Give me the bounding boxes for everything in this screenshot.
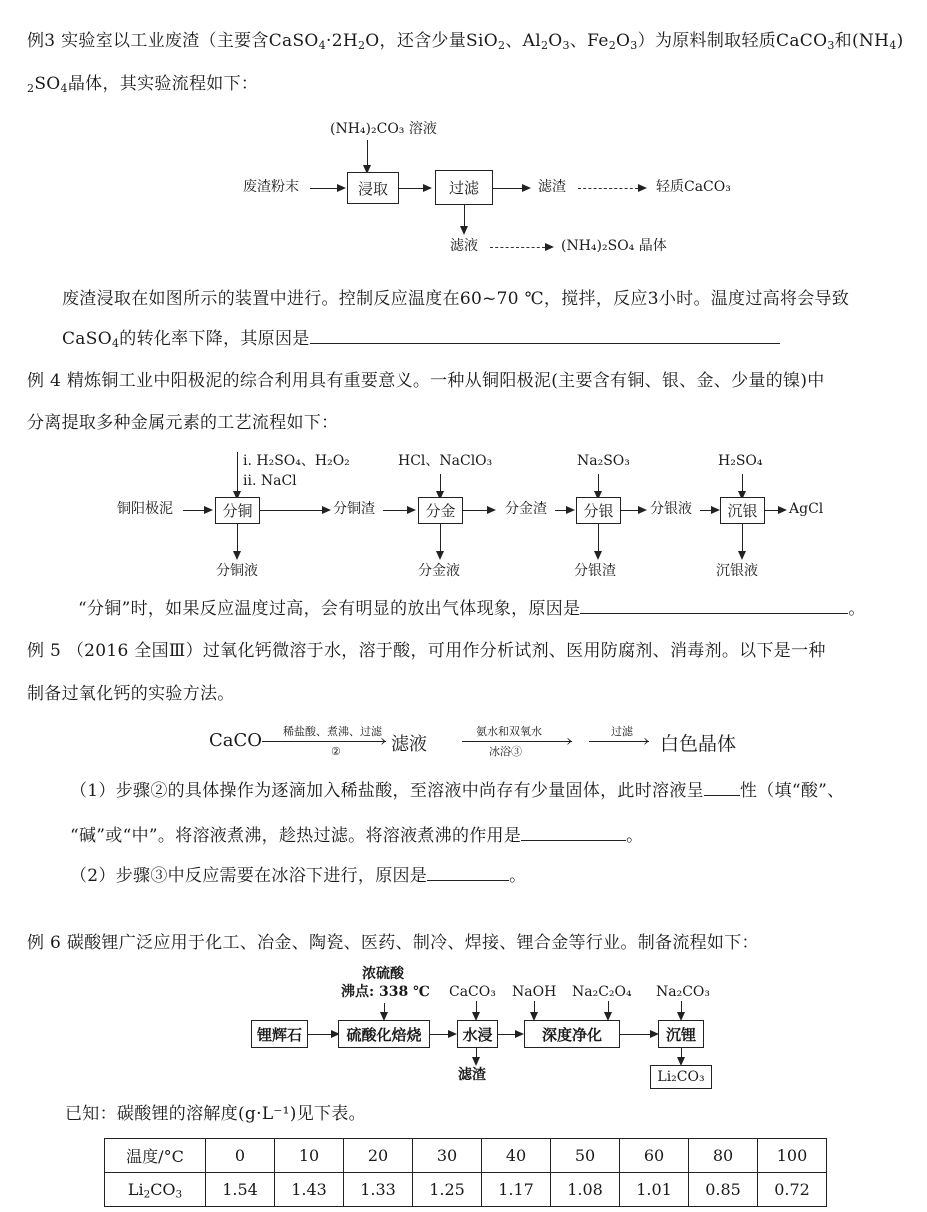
arrow-right-line [463, 510, 488, 511]
arrow-down-icon [594, 551, 602, 560]
ex3-filtrate-label: 滤液 [450, 238, 478, 254]
ex5-mid-label: 滤液 [391, 734, 427, 755]
ex6-reagent3b-label: Na₂C₂O₄ [572, 984, 632, 1000]
ex6-box-water-leach: 水浸 [457, 1020, 498, 1048]
arrow-down-line [464, 205, 465, 227]
table-row-solubility [105, 1173, 827, 1207]
ex6-box-sulfation: 硫酸化焙烧 [338, 1020, 430, 1048]
table-cell: 50 [551, 1139, 620, 1173]
ex5-q1-line2: “碱”或“中”。将溶液煮沸，趁热过滤。将溶液煮沸的作用是 。 [70, 826, 644, 846]
ex6-box-product: Li₂CO₃ [650, 1065, 712, 1089]
arrow-right-icon [638, 184, 647, 192]
ex3-reagent-label: (NH₄)₂CO₃ 溶液 [330, 121, 437, 137]
arrow-right-line [621, 510, 639, 511]
ex3-residue-label: 滤渣 [538, 179, 566, 195]
table-cell: 20 [344, 1139, 413, 1173]
ex5-end-label: 白色晶体 [660, 733, 737, 755]
ex4-box-copper: 分铜 [215, 497, 260, 524]
arrow-right-icon [448, 1030, 457, 1038]
ex4-reagent3-label: Na₂SO₃ [577, 453, 630, 469]
ex4-out4-label: 沉银液 [716, 563, 758, 579]
arrow-right-icon [545, 243, 554, 251]
answer-blank[interactable] [704, 781, 740, 796]
arrow-down-line [367, 140, 368, 166]
arrow-right-icon [423, 184, 432, 192]
arrow-right-icon [407, 506, 416, 514]
ex6-reagent1-line2: 沸点: 338 ℃ [341, 984, 430, 1000]
ex3-box-filter: 过滤 [435, 170, 493, 205]
arrow-right-line [183, 510, 205, 511]
arrow-right-icon [515, 1030, 524, 1038]
arrow-down-icon [436, 551, 444, 560]
answer-blank[interactable] [580, 599, 848, 614]
ex4-reagent4-label: H₂SO₄ [718, 453, 763, 469]
table-cell: 1.43 [275, 1173, 344, 1207]
solubility-table [104, 1138, 827, 1207]
ex6-box-spodumene: 锂辉石 [251, 1020, 308, 1048]
table-row-temperature [105, 1139, 827, 1173]
table-cell: 1.01 [620, 1173, 689, 1207]
table-header-temperature: 温度/°C [105, 1139, 206, 1173]
arrow-down-line [237, 452, 238, 492]
ex3-paragraph-line1: 废渣浸取在如图所示的装置中进行。控制反应温度在60~70 ℃，搅拌，反应3小时。温度过高将会导致 [62, 289, 850, 309]
ex5-q1-line1: （1）步骤②的具体操作为逐滴加入稀盐酸，至溶液中尚存有少量固体，此时溶液呈 性（填“酸”、 [70, 781, 845, 801]
ex4-product-label: AgCl [789, 501, 824, 517]
ex6-reagent1-line1: 浓硫酸 [362, 966, 404, 982]
arrow-right-line [260, 510, 323, 511]
table-cell: 40 [482, 1139, 551, 1173]
ex3-intro-line1: 例3 实验室以工业废渣（主要含$CaSO_4\cdot 2H_2O$，还含少量SiO$_2$、$Al_2O_3$、$Fe_2O_3$）为原料制取轻质CaCO$_3$和$(NH_4)$ [27, 31, 904, 52]
ex4-out2-label: 分金液 [418, 563, 460, 579]
table-cell: 100 [758, 1139, 827, 1173]
arrow-down-icon [233, 551, 241, 560]
ex5-step2-top: 稀盐酸、煮沸、过滤 [283, 725, 382, 738]
arrow-down-line [440, 474, 441, 492]
ex4-reagent2-label: HCl、NaClO₃ [398, 453, 493, 469]
ex4-input-label: 铜阳极泥 [117, 501, 173, 517]
ex5-step3-top: 氨水和双氧水 [476, 725, 542, 738]
ex6-reagent3a-label: NaOH [512, 984, 557, 1000]
table-cell: 1.33 [344, 1173, 413, 1207]
arrow-right-line [399, 188, 424, 189]
reaction-arrow-line [262, 741, 386, 742]
ex4-mid3-label: 分银液 [650, 501, 692, 517]
ex5-start-label: CaCO [209, 730, 263, 751]
ex5-step3-bottom: 冰浴③ [489, 745, 522, 758]
ex6-out2-label: 滤渣 [458, 1067, 486, 1083]
table-cell: 80 [689, 1139, 758, 1173]
arrow-down-icon [460, 226, 468, 235]
arrow-right-icon [711, 506, 720, 514]
ex4-out1-label: 分铜液 [216, 563, 258, 579]
answer-blank[interactable] [310, 329, 780, 344]
arrow-right-icon [778, 506, 787, 514]
ex4-out3-label: 分银渣 [574, 563, 616, 579]
dashed-arrow-line [578, 188, 638, 189]
ex6-reagent4-label: Na₂CO₃ [656, 984, 711, 1000]
answer-blank[interactable] [427, 866, 509, 881]
arrow-right-line [310, 188, 338, 189]
ex3-intro-line2: $_2SO_4$晶体，其实验流程如下： [27, 74, 259, 95]
ex4-mid1-label: 分铜渣 [333, 501, 375, 517]
ex3-input-label: 废渣粉末 [243, 179, 299, 195]
arrow-down-line [598, 524, 599, 552]
arrow-right-icon [322, 506, 331, 514]
table-cell: 1.08 [551, 1173, 620, 1207]
arrow-right-icon [638, 506, 647, 514]
arrow-down-icon [738, 551, 746, 560]
ex4-reagent1-line2: ii. NaCl [243, 473, 297, 489]
table-cell: 10 [275, 1139, 344, 1173]
ex4-box-gold: 分金 [418, 497, 463, 524]
ex6-reagent2-label: CaCO₃ [449, 984, 496, 1000]
ex5-step4-top: 过滤 [611, 725, 633, 738]
arrow-head-icon: › [566, 731, 573, 750]
reaction-arrow-line [589, 741, 649, 742]
ex3-box-leach: 浸取 [347, 172, 399, 204]
arrow-right-icon [566, 506, 575, 514]
ex3-question: CaSO$_4$的转化率下降，其原因是 [62, 328, 780, 350]
ex4-intro-line2: 分离提取多种金属元素的工艺流程如下： [27, 413, 339, 433]
ex4-intro-line1: 例 4 精炼铜工业中阳极泥的综合利用具有重要意义。一种从铜阳极泥(主要含有铜、银、金、少量的镍)中 [27, 371, 825, 391]
arrow-right-icon [487, 506, 496, 514]
arrow-right-line [493, 188, 523, 189]
table-cell: 30 [413, 1139, 482, 1173]
ex5-intro-line1: 例 5 （2016 全国Ⅲ）过氧化钙微溶于水，溶于酸，可用作分析试剂、医用防腐剂、消毒剂。以下是一种 [27, 641, 826, 661]
arrow-right-line [430, 1034, 450, 1035]
arrow-right-icon [522, 184, 531, 192]
ex3-product1-label: 轻质CaCO₃ [656, 179, 731, 195]
arrow-down-line [742, 474, 743, 492]
ex5-intro-line2: 制备过氧化钙的实验方法。 [27, 684, 235, 704]
ex5-q2: （2）步骤③中反应需要在冰浴下进行，原因是 。 [70, 866, 527, 886]
table-cell: 1.54 [206, 1173, 275, 1207]
ex4-question: “分铜”时，如果反应温度过高，会有明显的放出气体现象，原因是 。 [78, 599, 866, 619]
table-cell: 0 [206, 1139, 275, 1173]
ex6-box-lithium-precip: 沉锂 [658, 1020, 704, 1048]
arrow-right-line [308, 1034, 333, 1035]
arrow-right-icon [337, 184, 346, 192]
answer-blank[interactable] [521, 826, 626, 841]
arrow-down-line [742, 524, 743, 552]
ex6-box-purify: 深度净化 [524, 1020, 620, 1048]
arrow-down-line [598, 474, 599, 492]
arrow-head-icon: › [643, 731, 650, 750]
arrow-right-line [498, 1034, 516, 1035]
arrow-right-line [620, 1034, 652, 1035]
ex5-step2-bottom: ② [331, 745, 341, 758]
ex6-known-note: 已知：碳酸锂的溶解度(g·L⁻¹)见下表。 [65, 1104, 366, 1124]
arrow-head-icon: › [380, 731, 387, 750]
arrow-down-line [237, 524, 238, 552]
ex4-box-silver: 分银 [576, 497, 621, 524]
reaction-arrow-line [462, 741, 572, 742]
ex4-box-precipitate: 沉银 [720, 497, 765, 524]
ex3-product2-label: (NH₄)₂SO₄ 晶体 [561, 238, 667, 254]
ex4-reagent1-line1: i. H₂SO₄、H₂O₂ [243, 453, 350, 469]
arrow-right-line [765, 510, 779, 511]
arrow-down-icon [472, 1057, 480, 1066]
ex6-intro: 例 6 碳酸锂广泛应用于化工、冶金、陶瓷、医药、制冷、焊接、锂合金等行业。制备流程如下： [27, 933, 759, 953]
ex4-mid2-label: 分金渣 [505, 501, 547, 517]
arrow-right-icon [204, 506, 213, 514]
arrow-down-line [440, 524, 441, 552]
dashed-arrow-line [490, 247, 545, 248]
table-header-li2co3: $Li_2CO_3$ [105, 1173, 206, 1207]
table-cell: 1.25 [413, 1173, 482, 1207]
table-cell: 60 [620, 1139, 689, 1173]
table-cell: 0.85 [689, 1173, 758, 1207]
arrow-right-line [383, 510, 408, 511]
table-cell: 1.17 [482, 1173, 551, 1207]
table-cell: 0.72 [758, 1173, 827, 1207]
